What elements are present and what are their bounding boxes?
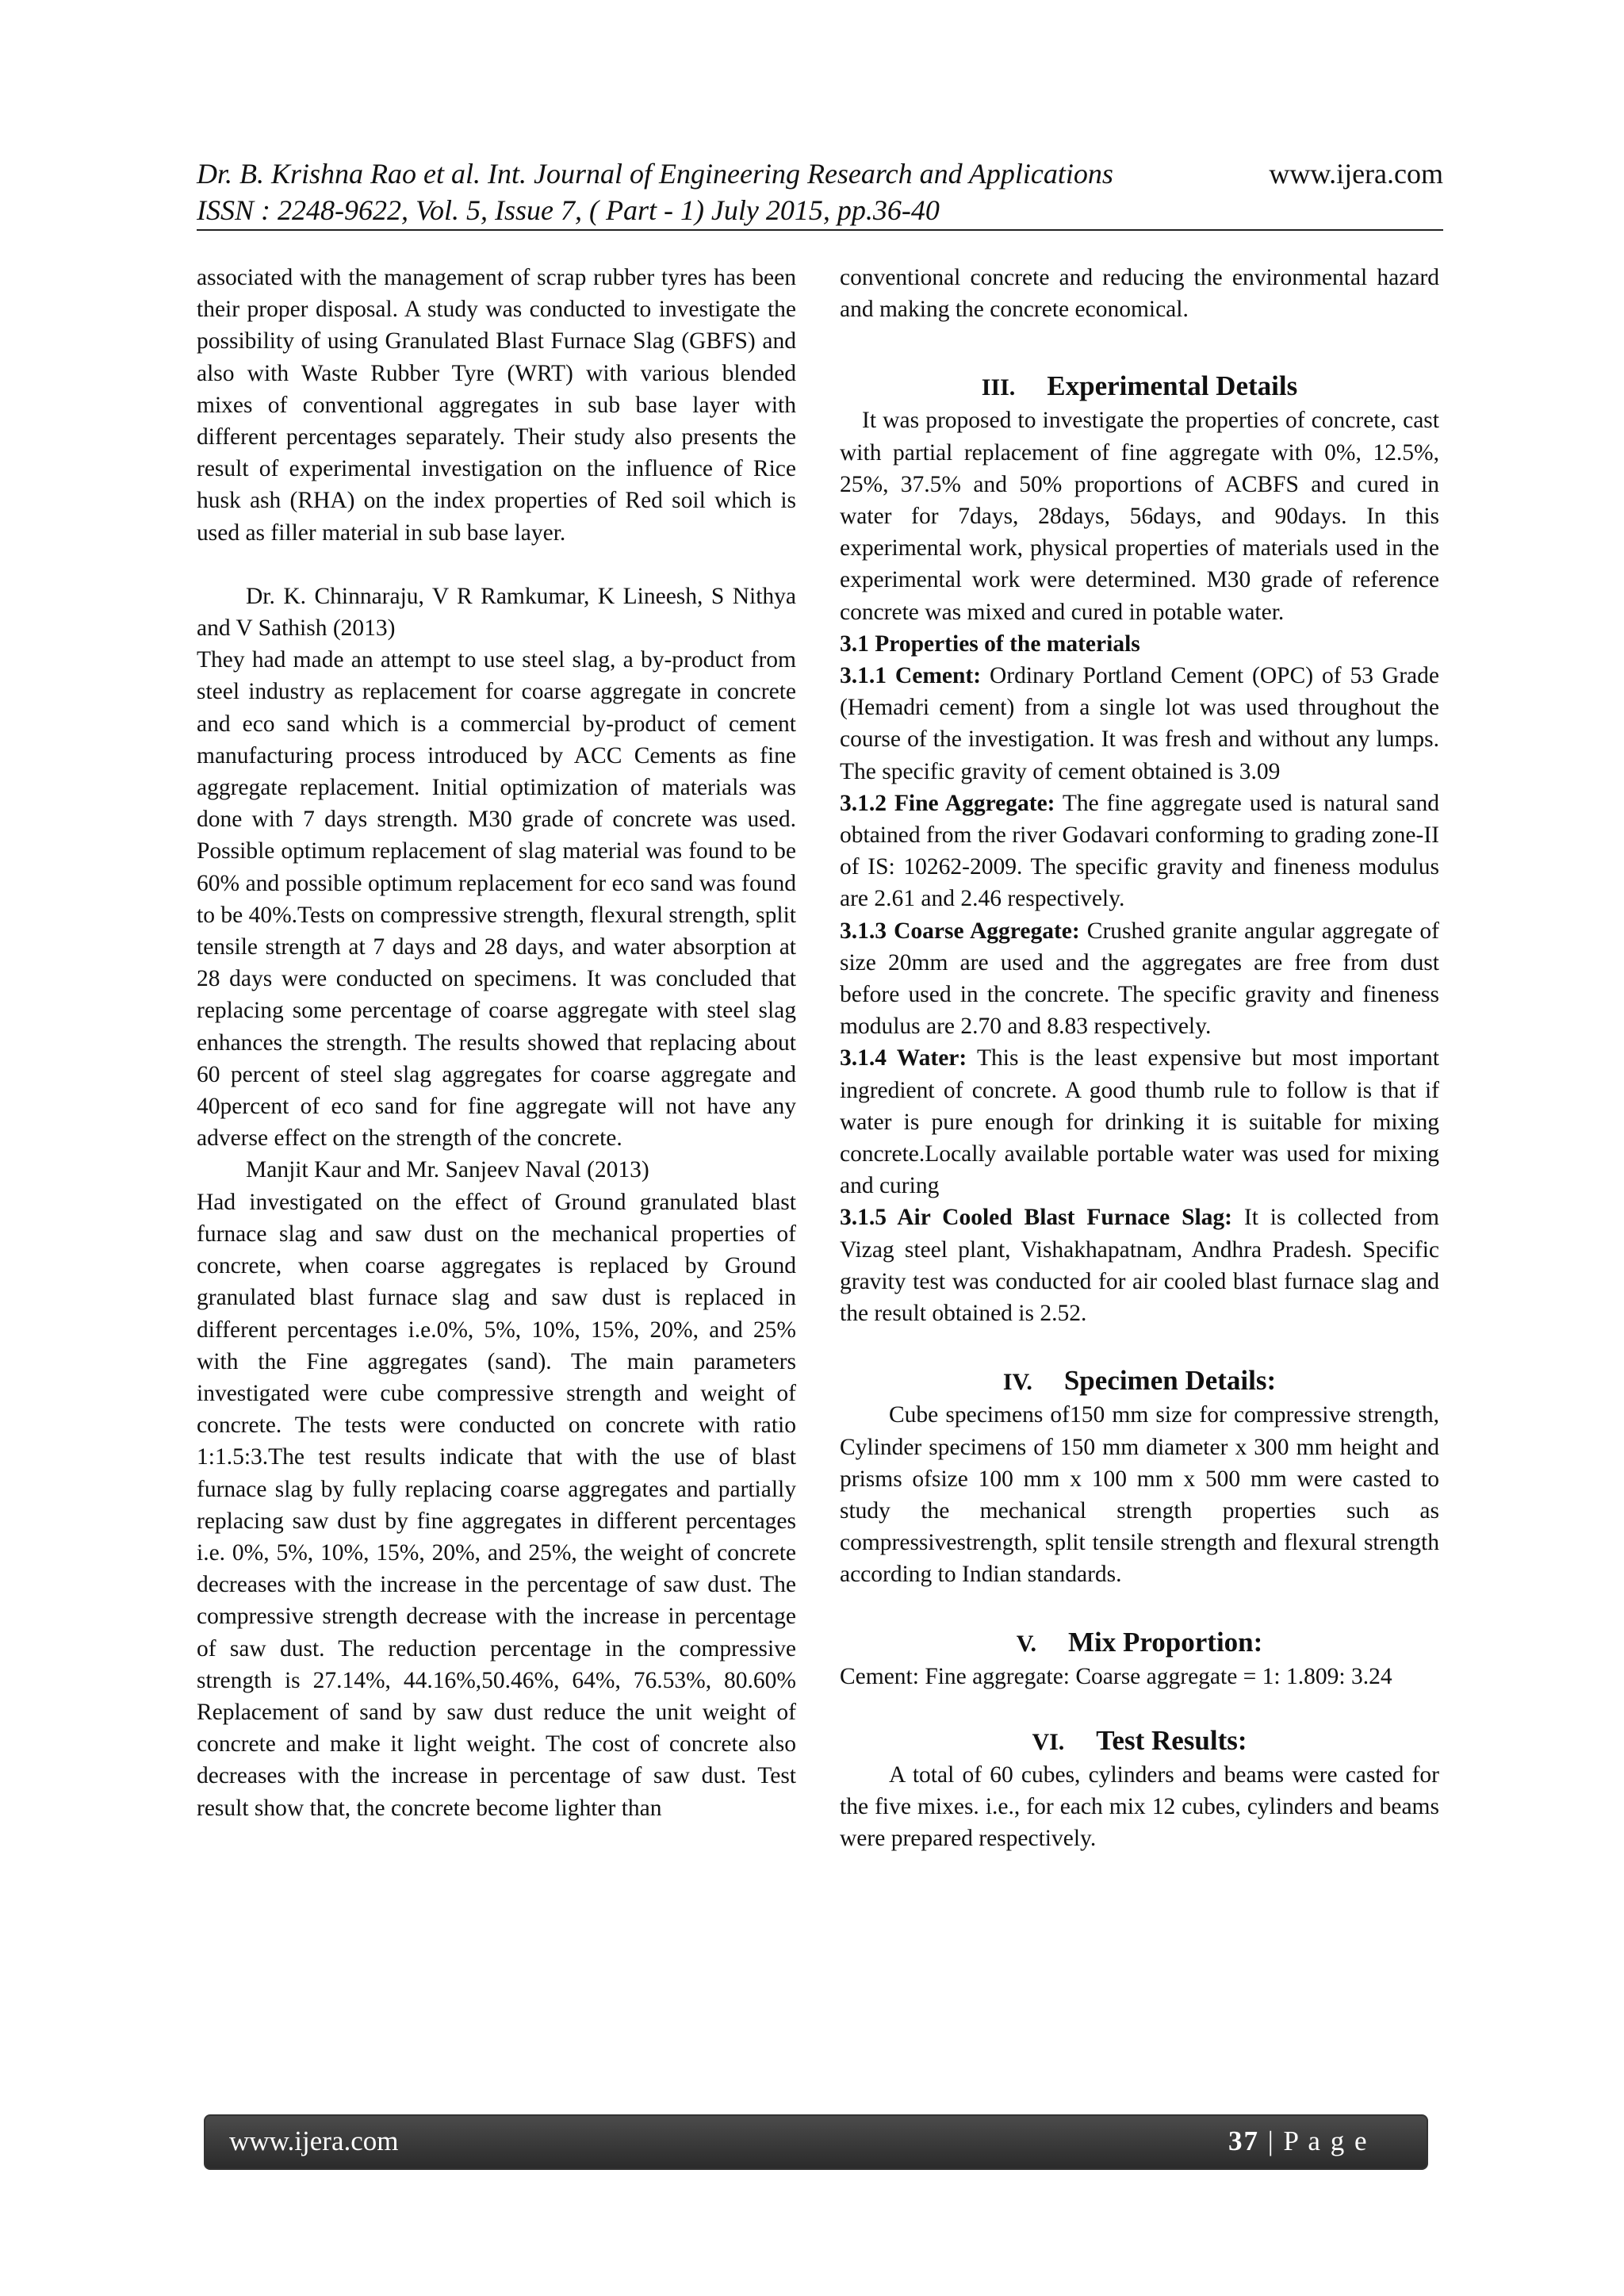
section-heading-results xyxy=(840,1724,1439,1759)
running-header xyxy=(197,155,1443,228)
page-footer xyxy=(204,2114,1428,2170)
section-title: Mix Proportion: xyxy=(1068,1626,1263,1658)
section-title: Test Results: xyxy=(1096,1724,1247,1756)
header-divider xyxy=(197,229,1443,231)
acbfs-text: It is collected from Vizag steel plant, Vishakhapatnam, Andhra Pradesh. Specific gravity test was conducted for air cooled blast furnace slag and the result obtained is 2.52. xyxy=(840,1205,1439,1327)
journal-citation: Dr. B. Krishna Rao et al. Int. Journal of Engineering Research and Applications xyxy=(197,158,1113,190)
subsection-heading-properties: 3.1 Properties of the materials xyxy=(840,631,1140,657)
section-title: Specimen Details: xyxy=(1063,1365,1277,1397)
reference-chinnaraju: Dr. K. Chinnaraju, V R Ramkumar, K Lineesh, S Nithya and V Sathish (2013) xyxy=(197,583,796,642)
section-number: V. xyxy=(1016,1630,1036,1657)
subsection-label-acbfs: 3.1.5 Air Cooled Blast Furnace Slag: xyxy=(840,1205,1232,1231)
section-heading-specimen xyxy=(840,1364,1439,1399)
subsection-label-cement: 3.1.1 Cement: xyxy=(840,663,982,689)
issn-line: ISSN : 2248-9622, Vol. 5, Issue 7, ( Part - 1) July 2015, pp.36-40 xyxy=(197,194,940,226)
coarse-aggregate-text: Crushed granite angular aggregate of size 20mm are used and the aggregates are free from dust before used in the concrete. The specific gravity and fineness modulus are 2.70 and 8.83 respectively. xyxy=(840,918,1439,1040)
paragraph-specimen-details: Cube specimens of150 mm size for compressive strength, Cylinder specimens of 150 mm diameter x 300 mm height and prisms ofsize 100 mm x 100 mm x 500 mm were casted to study the mechanical strength properties such as compressivestrength, split tensile strength and flexural strength according to Indian standards. xyxy=(840,1402,1439,1588)
subsection-label-fine-aggregate: 3.1.2 Fine Aggregate: xyxy=(840,790,1055,816)
water-text: This is the least expensive but most important ingredient of concrete. A good thumb rule to follow is that if water is pure enough for drinking it is suitable for mixing concrete.Locally available portable water was used for mixing and curing xyxy=(840,1045,1439,1199)
section-title: Experimental Details xyxy=(1047,370,1298,402)
subsection-label-coarse-aggregate: 3.1.3 Coarse Aggregate: xyxy=(840,918,1080,944)
paragraph-cement xyxy=(840,660,1439,788)
paragraph-acbfs xyxy=(840,1202,1439,1329)
paragraph-coarse-aggregate xyxy=(840,915,1439,1043)
reference-kaur-naval: Manjit Kaur and Mr. Sanjeev Naval (2013) xyxy=(246,1157,649,1183)
section-number: III. xyxy=(981,374,1016,401)
page-number-value: 37 xyxy=(1228,2125,1259,2156)
page-number xyxy=(1228,2125,1369,2157)
cement-text: Ordinary Portland Cement (OPC) of 53 Grade (Hemadri cement) from a single lot was used throughout the course of the investigation. It was fresh and without any lumps. The specific gravity of cement obtained is 3.09 xyxy=(840,663,1439,784)
paragraph-mix-proportion: Cement: Fine aggregate: Coarse aggregate = 1: 1.809: 3.24 xyxy=(840,1663,1392,1689)
paragraph-test-results: A total of 60 cubes, cylinders and beams were casted for the five mixes. i.e., for each mix 12 cubes, cylinders and beams were prepared respectively. xyxy=(840,1761,1439,1852)
page-label: | P a g e xyxy=(1267,2125,1369,2156)
section-heading-mix xyxy=(840,1626,1439,1661)
paragraph-experimental-details: It was proposed to investigate the properties of concrete, cast with partial replacement of fine aggregate with 0%, 12.5%, 25%, 37.5% and 50% proportions of ACBFS and cured in water for 7days, 28days, 56days, and 90days. In this experimental work, physical properties of materials used in the experimental work were determined. M30 grade of reference concrete was mixed and cured in potable water. xyxy=(840,408,1439,625)
section-number: VI. xyxy=(1032,1728,1065,1755)
section-number: IV. xyxy=(1002,1369,1032,1396)
journal-url[interactable]: www.ijera.com xyxy=(1269,158,1443,190)
paragraph-water xyxy=(840,1042,1439,1202)
footer-url[interactable]: www.ijera.com xyxy=(229,2125,399,2156)
paragraph-scrap-tyres: associated with the management of scrap rubber tyres has been their proper disposal. A study was conducted to investigate the possibility of using Granulated Blast Furnace Slag (GBFS) and also with Waste Rubber Tyre (WRT) with various blended mixes of conventional aggregates in sub base layer with different percentages separately. Their study also presents the result of experimental investigation on the influence of Rice husk ash (RHA) on the index properties of Red soil which is used as filler material in sub base layer. xyxy=(197,265,796,546)
paragraph-steel-slag: They had made an attempt to use steel slag, a by-product from steel industry as replacement for coarse aggregate in concrete and eco sand which is a commercial by-product of cement manufacturing process introduced by ACC Cements as fine aggregate replacement. Initial optimization of materials was done with 7 days strength. M30 grade of concrete was used. Possible optimum replacement of slag material was found to be 60% and possible optimum replacement for eco sand was found to be 40%.Tests on compressive strength, flexural strength, split tensile strength at 7 days and 28 days, and water absorption at 28 days were conducted on specimens. It was concluded that replacing some percentage of coarse aggregate with steel slag enhances the strength. The results showed that replacing about 60 percent of steel slag aggregates for coarse aggregate and 40percent of eco sand for fine aggregate will not have any adverse effect on the strength of the concrete. xyxy=(197,647,796,1152)
paragraph-ggbs-saw-dust: Had investigated on the effect of Ground granulated blast furnace slag and saw dust on the mechanical properties of concrete, when coarse aggregates is replaced by Ground granulated blast furnace slag and saw dust is replaced in different percentages i.e.0%, 5%, 10%, 15%, 20%, and 25% with the Fine aggregates (sand). The main parameters investigated were cube compressive strength and weight of concrete. The tests were conducted on concrete with ratio 1:1.5:3.The test results indicate that with the use of blast furnace slag by fully replacing coarse aggregates and partially replacing saw dust by fine aggregates in different percentages i.e. 0%, 5%, 10%, 15%, 20%, and 25%, the weight of concrete decreases with the increase in the percentage of saw dust. The compressive strength decrease with the increase in percentage of saw dust. The reduction percentage in the compressive strength is 27.14%, 44.16%,50.46%, 64%, 76.53%, 80.60% Replacement of sand by saw dust reduce the unit weight of concrete and make it light weight. The cost of concrete also decreases with the increase in percentage of saw dust. Test result show that, the concrete become lighter than xyxy=(197,1189,796,1821)
subsection-label-water: 3.1.4 Water: xyxy=(840,1045,967,1071)
fine-aggregate-text: The fine aggregate used is natural sand obtained from the river Godavari conforming to grading zone-II of IS: 10262-2009. The specific gravity and fineness modulus are 2.61 and 2.46 respectively. xyxy=(840,790,1439,912)
paragraph-fine-aggregate xyxy=(840,788,1439,915)
section-heading-experimental xyxy=(840,370,1439,404)
left-column xyxy=(197,262,796,1824)
paragraph-conventional-concrete: conventional concrete and reducing the environmental hazard and making the concrete economical. xyxy=(840,265,1439,323)
right-column xyxy=(840,262,1439,1854)
